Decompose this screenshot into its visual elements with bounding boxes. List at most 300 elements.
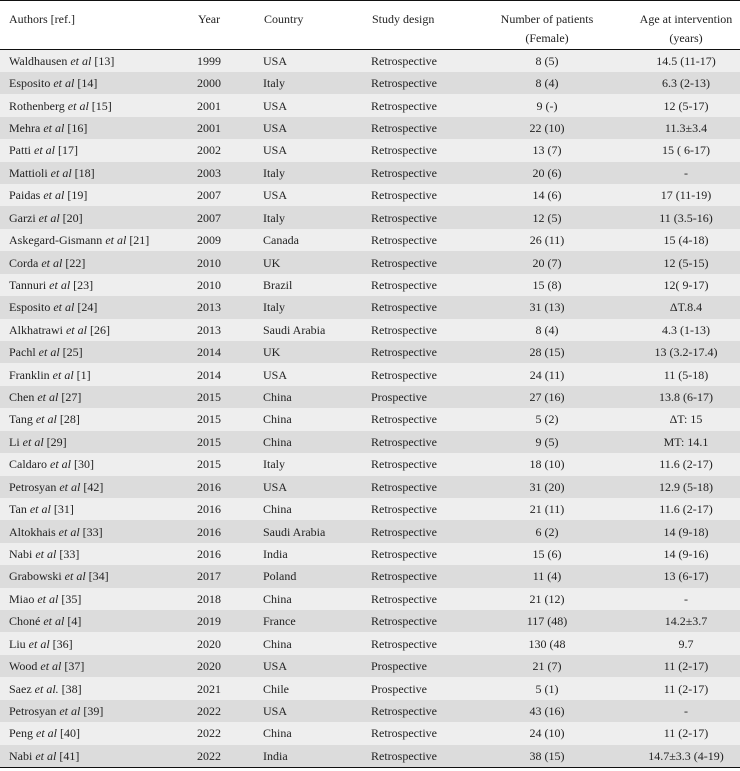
patients-cell: 22 (10) <box>529 120 565 135</box>
year-cell: 2015 <box>197 412 221 427</box>
age-cell: - <box>684 703 688 718</box>
author-etal: et al <box>43 188 65 203</box>
author-ref: [35] <box>61 591 82 606</box>
patients-cell: 15 (6) <box>532 546 562 561</box>
header-age <box>622 1 740 50</box>
author-etal: et al <box>58 524 80 539</box>
age-cell: 13 (3.2-17.4) <box>654 345 718 360</box>
author-ref: [1] <box>76 367 91 382</box>
patients-cell: 31 (20) <box>529 479 565 494</box>
author-name: Rothenberg <box>9 98 65 113</box>
patients-cell: 9 (5) <box>535 434 559 449</box>
table-row <box>0 408 740 430</box>
design-cell: Retrospective <box>371 636 437 651</box>
year-cell: 2016 <box>197 479 221 494</box>
age-cell: 6.3 (2-13) <box>662 76 710 91</box>
age-cell: 15 ( 6-17) <box>662 143 710 158</box>
design-cell: Retrospective <box>371 546 437 561</box>
age-cell: 12( 9-17) <box>663 277 709 292</box>
author-etal: et al <box>59 703 81 718</box>
author-etal: et al <box>38 345 60 360</box>
author-cell <box>0 745 197 767</box>
country-cell: China <box>263 502 292 517</box>
author-ref: [36] <box>52 636 73 651</box>
country-cell: USA <box>263 53 288 68</box>
author-ref: [19] <box>67 188 88 203</box>
table-row <box>0 498 740 520</box>
author-cell <box>0 476 197 498</box>
patients-cell: 31 (13) <box>529 300 565 315</box>
age-cell: 14.5 (11-17) <box>656 53 716 68</box>
author-cell <box>0 319 197 341</box>
author-name: Esposito <box>9 300 51 315</box>
age-cell: 9.7 <box>678 636 694 651</box>
author-name: Wood <box>9 659 38 674</box>
author-ref: [26] <box>89 322 110 337</box>
table-row <box>0 206 740 228</box>
country-cell: USA <box>263 98 288 113</box>
author-cell <box>0 274 197 296</box>
author-name: Askegard-Gismann <box>9 233 103 248</box>
author-cell <box>0 341 197 363</box>
author-etal: et al <box>53 300 75 315</box>
design-cell: Retrospective <box>371 53 437 68</box>
table-row <box>0 184 740 206</box>
design-cell: Retrospective <box>371 703 437 718</box>
patients-cell: 43 (16) <box>529 703 565 718</box>
author-etal: et al <box>38 210 60 225</box>
year-cell: 2007 <box>197 210 221 225</box>
author-ref: [37] <box>64 659 85 674</box>
year-cell: 2010 <box>197 277 221 292</box>
author-name: Patti <box>9 143 32 158</box>
age-cell: 11.3±3.4 <box>664 120 708 135</box>
age-cell: 14 (9-18) <box>663 524 709 539</box>
age-cell: 14 (9-16) <box>663 546 709 561</box>
author-cell <box>0 251 197 273</box>
author-etal: et al <box>35 412 57 427</box>
patients-cell: 28 (15) <box>529 345 565 360</box>
author-name: Grabowski <box>9 569 62 584</box>
author-etal: et al <box>65 322 87 337</box>
year-cell: 2000 <box>197 76 221 91</box>
age-cell: 11.6 (2-17) <box>659 457 713 472</box>
year-cell: 2001 <box>197 98 221 113</box>
author-name: Tang <box>9 412 33 427</box>
year-cell: 1999 <box>197 53 221 68</box>
table-row <box>0 565 740 587</box>
year-cell: 2013 <box>197 300 221 315</box>
author-cell <box>0 229 197 251</box>
author-name: Li <box>9 434 20 449</box>
author-ref: [14] <box>77 76 98 91</box>
country-cell: Chile <box>263 681 289 696</box>
author-name: Nabi <box>9 748 33 763</box>
country-cell: USA <box>263 703 288 718</box>
author-cell <box>0 700 197 722</box>
year-cell: 2021 <box>197 681 221 696</box>
author-name: Caldaro <box>9 457 47 472</box>
age-cell: 12 (5-15) <box>663 255 709 270</box>
author-etal: et al <box>105 233 127 248</box>
patients-cell: 20 (7) <box>532 255 562 270</box>
author-ref: [34] <box>88 569 109 584</box>
age-cell: 4.3 (1-13) <box>662 322 710 337</box>
author-name: Mattioli <box>9 165 48 180</box>
design-cell: Retrospective <box>371 255 437 270</box>
author-ref: [29] <box>46 434 67 449</box>
header-patients-line1: Number of patients <box>500 12 594 26</box>
age-cell: 11 (3.5-16) <box>659 210 713 225</box>
author-name: Alkhatrawi <box>9 322 63 337</box>
year-cell: 2010 <box>197 255 221 270</box>
year-cell: 2015 <box>197 457 221 472</box>
design-cell: Retrospective <box>371 277 437 292</box>
author-name: Mehra <box>9 120 41 135</box>
author-cell <box>0 50 197 72</box>
country-cell: China <box>263 390 292 405</box>
patients-cell: 8 (4) <box>535 322 559 337</box>
age-cell: 13 (6-17) <box>663 569 709 584</box>
author-ref: [33] <box>82 524 103 539</box>
design-cell: Retrospective <box>371 210 437 225</box>
design-cell: Retrospective <box>371 322 437 337</box>
patients-cell: 11 (4) <box>532 569 562 584</box>
design-cell: Retrospective <box>371 457 437 472</box>
author-etal: et al. <box>34 681 59 696</box>
age-cell: - <box>684 165 688 180</box>
country-cell: Poland <box>263 569 297 584</box>
author-etal: et al <box>50 457 71 472</box>
year-cell: 2022 <box>197 726 221 741</box>
table-row <box>0 677 740 699</box>
country-cell: UK <box>263 345 281 360</box>
age-cell: 13.8 (6-17) <box>659 390 713 405</box>
author-ref: [41] <box>59 748 80 763</box>
design-cell: Retrospective <box>371 345 437 360</box>
author-name: Miao <box>9 591 35 606</box>
author-etal: et al <box>67 98 89 113</box>
country-cell: China <box>263 636 292 651</box>
author-name: Pachl <box>9 345 36 360</box>
author-ref: [22] <box>65 255 86 270</box>
table-row <box>0 722 740 744</box>
author-etal: et al <box>28 636 50 651</box>
design-cell: Retrospective <box>371 188 437 203</box>
table-row <box>0 341 740 363</box>
design-cell: Retrospective <box>371 569 437 584</box>
author-ref: [27] <box>61 390 82 405</box>
author-ref: [23] <box>73 277 94 292</box>
author-name: Nabi <box>9 546 33 561</box>
year-cell: 2020 <box>197 636 221 651</box>
design-cell: Prospective <box>371 390 427 405</box>
age-cell: ΔT: 15 <box>669 412 703 427</box>
country-cell: Saudi Arabia <box>263 524 326 539</box>
table-row <box>0 655 740 677</box>
author-etal: et al <box>40 659 62 674</box>
author-etal: et al <box>34 143 56 158</box>
country-cell: China <box>263 412 292 427</box>
table-row <box>0 319 740 341</box>
header-row <box>0 1 740 50</box>
author-cell <box>0 453 197 475</box>
author-name: Corda <box>9 255 39 270</box>
header-authors: Authors [ref.] <box>0 1 197 50</box>
table-body <box>0 50 740 768</box>
author-cell <box>0 72 197 94</box>
table-row <box>0 117 740 139</box>
author-ref: [24] <box>77 300 98 315</box>
country-cell: USA <box>263 479 288 494</box>
author-ref: [25] <box>62 345 83 360</box>
author-cell <box>0 117 197 139</box>
author-ref: [17] <box>58 143 79 158</box>
design-cell: Retrospective <box>371 614 437 629</box>
author-etal: et al <box>36 726 57 741</box>
patients-cell: 26 (11) <box>529 233 565 248</box>
table-row <box>0 274 740 296</box>
patients-cell: 38 (15) <box>472 745 622 767</box>
patients-cell: 117 (48) <box>526 614 568 629</box>
age-cell: 11 (2-17) <box>663 726 709 741</box>
table-row <box>0 453 740 475</box>
table-row <box>0 700 740 722</box>
table-row <box>0 251 740 273</box>
author-cell <box>0 139 197 161</box>
author-ref: [40] <box>60 726 80 741</box>
patients-cell: 21 (11) <box>529 502 565 517</box>
table-row <box>0 72 740 94</box>
country-cell: USA <box>263 367 288 382</box>
author-ref: [39] <box>83 703 104 718</box>
country-cell: Saudi Arabia <box>263 322 326 337</box>
age-cell: 17 (11-19) <box>660 188 712 203</box>
author-name: Tan <box>9 502 27 517</box>
patients-cell: 14 (6) <box>532 188 562 203</box>
author-cell <box>0 206 197 228</box>
author-cell <box>0 543 197 565</box>
header-patients-line2: (Female) <box>525 31 569 45</box>
author-cell <box>0 677 197 699</box>
year-cell: 2016 <box>197 502 221 517</box>
author-cell <box>0 386 197 408</box>
age-cell: MT: 14.1 <box>663 434 709 449</box>
age-cell: - <box>684 591 688 606</box>
patients-cell: 13 (7) <box>532 143 562 158</box>
author-cell <box>0 408 197 430</box>
author-name: Peng <box>9 726 33 741</box>
table-row <box>0 50 740 72</box>
year-cell: 2002 <box>197 143 221 158</box>
author-cell <box>0 296 197 318</box>
author-ref: [31] <box>53 502 74 517</box>
country-cell: Canada <box>263 233 299 248</box>
country-cell: UK <box>263 255 281 270</box>
age-cell: 11 (2-17) <box>663 659 709 674</box>
author-etal: et al <box>35 748 57 763</box>
author-cell <box>0 431 197 453</box>
design-cell: Retrospective <box>371 502 437 517</box>
table-row <box>0 520 740 542</box>
header-design: Study design <box>371 1 472 50</box>
author-etal: et al <box>50 165 72 180</box>
table-row <box>0 94 740 116</box>
design-cell: Retrospective <box>371 726 437 741</box>
design-cell: Retrospective <box>371 165 437 180</box>
author-etal: et al <box>43 120 65 135</box>
design-cell: Retrospective <box>371 591 437 606</box>
header-patients <box>472 1 622 50</box>
year-cell: 2022 <box>197 745 263 767</box>
patients-cell: 8 (4) <box>535 76 559 91</box>
design-cell: Retrospective <box>371 143 437 158</box>
author-cell <box>0 632 197 654</box>
year-cell: 2007 <box>197 188 221 203</box>
author-cell <box>0 162 197 184</box>
country-cell: Italy <box>263 76 285 91</box>
author-ref: [42] <box>83 479 104 494</box>
country-cell: China <box>263 726 292 741</box>
age-cell: ΔT.8.4 <box>669 300 703 315</box>
patients-cell: 12 (5) <box>532 210 562 225</box>
patients-cell: 21 (12) <box>529 591 565 606</box>
author-ref: [33] <box>59 546 80 561</box>
year-cell: 2022 <box>197 703 221 718</box>
design-cell: Retrospective <box>371 745 472 767</box>
country-cell: USA <box>263 120 288 135</box>
table-row <box>0 632 740 654</box>
table-row <box>0 363 740 385</box>
patients-cell: 24 (11) <box>529 367 565 382</box>
author-cell <box>0 94 197 116</box>
design-cell: Retrospective <box>371 524 437 539</box>
patients-cell: 5 (2) <box>535 412 559 427</box>
author-name: Choné <box>9 614 41 629</box>
year-cell: 2017 <box>197 569 221 584</box>
year-cell: 2020 <box>197 659 221 674</box>
age-cell: 14.7±3.3 (4-19) <box>622 745 740 767</box>
author-ref: [21] <box>129 233 150 248</box>
author-name: Paidas <box>9 188 41 203</box>
author-name: Garzi <box>9 210 36 225</box>
author-cell <box>0 610 197 632</box>
author-ref: [16] <box>67 120 88 135</box>
patients-cell: 8 (5) <box>535 53 559 68</box>
year-cell: 2019 <box>197 614 221 629</box>
patients-cell: 130 (48 <box>528 636 566 651</box>
author-ref: [30] <box>74 457 94 472</box>
author-name: Esposito <box>9 76 51 91</box>
patients-cell: 21 (7) <box>532 659 562 674</box>
table-row <box>0 543 740 565</box>
author-etal: et al <box>70 53 92 68</box>
table-row <box>0 229 740 251</box>
year-cell: 2014 <box>197 345 221 360</box>
country-cell: Italy <box>263 457 285 472</box>
design-cell: Prospective <box>371 659 427 674</box>
author-ref: [20] <box>62 210 83 225</box>
patients-cell: 18 (10) <box>529 457 565 472</box>
patients-cell: 15 (8) <box>532 277 562 292</box>
country-cell: France <box>263 614 296 629</box>
age-cell: 14.2±3.7 <box>664 614 708 629</box>
author-cell <box>0 565 197 587</box>
age-cell: 11.6 (2-17) <box>659 502 713 517</box>
age-cell: 12 (5-17) <box>663 98 709 113</box>
author-etal: et al <box>52 367 74 382</box>
author-etal: et al <box>43 614 65 629</box>
author-cell <box>0 722 197 744</box>
patients-cell: 27 (16) <box>529 390 565 405</box>
table-row <box>0 431 740 453</box>
author-name: Chen <box>9 390 35 405</box>
country-cell: USA <box>263 659 288 674</box>
author-cell <box>0 520 197 542</box>
age-cell: 11 (2-17) <box>663 681 709 696</box>
country-cell: India <box>263 546 288 561</box>
year-cell: 2013 <box>197 322 221 337</box>
author-name: Franklin <box>9 367 50 382</box>
author-name: Tannuri <box>9 277 47 292</box>
author-etal: et al <box>41 255 63 270</box>
author-ref: [15] <box>91 98 112 113</box>
author-ref: [13] <box>94 53 115 68</box>
author-cell <box>0 363 197 385</box>
patients-cell: 5 (1) <box>535 681 559 696</box>
author-etal: et al <box>37 591 59 606</box>
author-etal: et al <box>22 434 44 449</box>
design-cell: Retrospective <box>371 479 437 494</box>
design-cell: Retrospective <box>371 98 437 113</box>
table-row <box>0 139 740 161</box>
author-etal: et al <box>35 546 57 561</box>
country-cell: India <box>263 745 371 767</box>
author-etal: et al <box>37 390 59 405</box>
design-cell: Retrospective <box>371 300 437 315</box>
design-cell: Retrospective <box>371 76 437 91</box>
country-cell: Brazil <box>263 277 293 292</box>
author-cell <box>0 655 197 677</box>
author-name: Altokhais <box>9 524 56 539</box>
year-cell: 2016 <box>197 546 221 561</box>
table-row <box>0 386 740 408</box>
design-cell: Retrospective <box>371 412 437 427</box>
age-cell: 12.9 (5-18) <box>659 479 713 494</box>
year-cell: 2001 <box>197 120 221 135</box>
age-cell: 15 (4-18) <box>663 233 709 248</box>
year-cell: 2015 <box>197 434 221 449</box>
country-cell: USA <box>263 188 288 203</box>
author-name: Liu <box>9 636 26 651</box>
author-cell <box>0 184 197 206</box>
country-cell: Italy <box>263 210 285 225</box>
design-cell: Prospective <box>371 681 427 696</box>
header-age-line1: Age at intervention <box>639 12 733 26</box>
table-row <box>0 588 740 610</box>
patients-cell: 20 (6) <box>532 165 562 180</box>
year-cell: 2015 <box>197 390 221 405</box>
author-etal: et al <box>64 569 86 584</box>
table-row <box>0 162 740 184</box>
header-year: Year <box>197 1 263 50</box>
author-ref: [28] <box>59 412 80 427</box>
patients-cell: 24 (10) <box>529 726 565 741</box>
author-etal: et al <box>49 277 71 292</box>
author-etal: et al <box>29 502 51 517</box>
author-ref: [18] <box>74 165 95 180</box>
author-name: Saez <box>9 681 32 696</box>
